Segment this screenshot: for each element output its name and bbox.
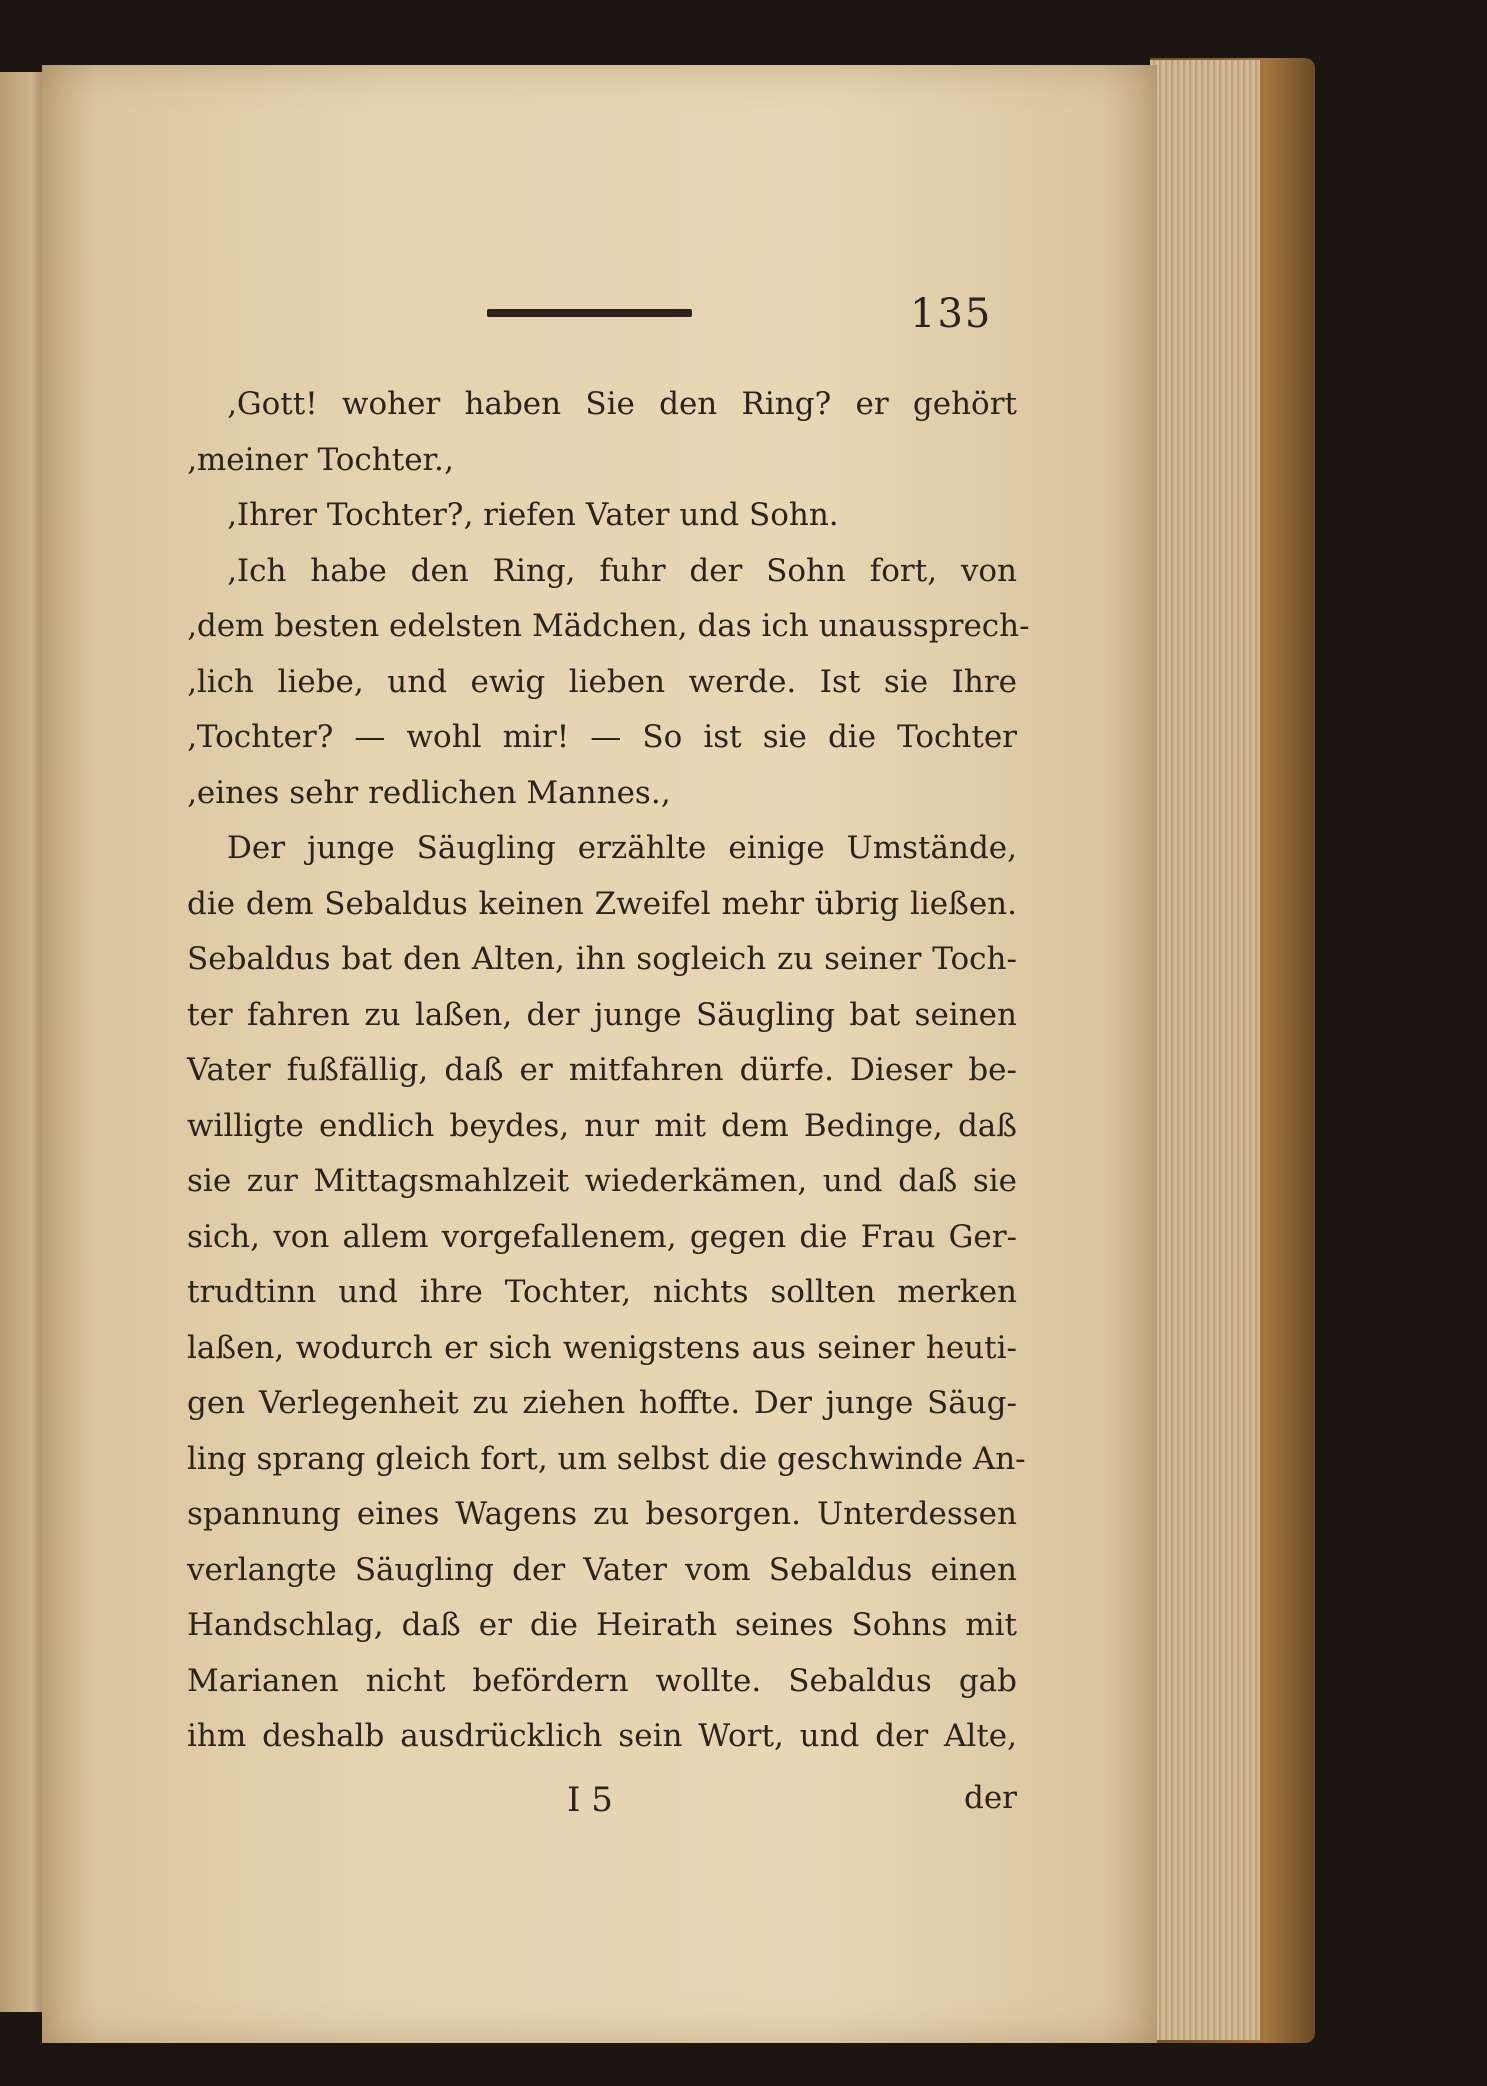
text-line: sich, von allem vorgefallenem, gegen die Frau Ger‑	[187, 1218, 1017, 1255]
text-block	[187, 377, 1030, 1765]
text-line: gen Verlegenheit zu ziehen hoffte. Der junge Säug‑	[187, 1385, 1017, 1421]
text-line: trudtinn und ihre Tochter, nichts sollten merken	[187, 1274, 1017, 1310]
text-line: Der junge Säugling erzählte einige Umstände,	[227, 830, 1017, 866]
text-line: sie zur Mittagsmahlzeit wiederkämen, und daß sie	[187, 1163, 1017, 1199]
text-line: ‚dem besten edelsten Mädchen, das ich unaussprech‑	[187, 608, 1030, 644]
text-line: Sebaldus bat den Alten, ihn sogleich zu seiner Toch‑	[187, 941, 1017, 977]
text-line: spannung eines Wagens zu besorgen. Unterdessen	[187, 1496, 1017, 1532]
text-line: ter fahren zu laßen, der junge Säugling bat seinen	[187, 996, 1017, 1033]
text-line: Vater fußfällig, daß er mitfahren dürfe. Dieser be‑	[187, 1052, 1017, 1088]
text-line: willigte endlich beydes, nur mit dem Bedinge, daß	[187, 1107, 1017, 1144]
header-rule	[487, 309, 692, 317]
signature-mark: I 5	[567, 1780, 613, 1820]
text-line: ihm deshalb ausdrücklich sein Wort, und der Alte,	[187, 1718, 1017, 1754]
text-line: ‚lich liebe, und ewig lieben werde. Ist sie Ihre	[187, 663, 1017, 700]
text-line: ‚Ihrer Tochter?‚ riefen Vater und Sohn.	[227, 497, 839, 533]
catchword: der	[963, 1780, 1017, 1816]
text-line: Handschlag, daß er die Heirath seines Sohns mit	[187, 1607, 1017, 1643]
text-line: verlangte Säugling der Vater vom Sebaldus einen	[187, 1551, 1017, 1588]
text-line: ‚Gott! woher haben Sie den Ring? er gehört	[227, 386, 1017, 422]
text-line: laßen, wodurch er sich wenigstens aus seiner heuti‑	[187, 1329, 1017, 1366]
text-line: ling sprang gleich fort, um selbst die geschwinde An‑	[187, 1440, 1026, 1477]
page-edges	[1150, 60, 1260, 2040]
text-line: ‚meiner Tochter.‚	[187, 441, 454, 478]
book-page	[42, 65, 1157, 2043]
text-line: ‚eines sehr redlichen Mannes.‚	[187, 774, 671, 811]
text-line: ‚Ich habe den Ring, fuhr der Sohn fort, von	[227, 552, 1017, 589]
text-line: Marianen nicht befördern wollte. Sebaldus gab	[187, 1662, 1017, 1699]
page-number: 135	[910, 291, 993, 337]
text-line: die dem Sebaldus keinen Zweifel mehr übrig ließen.	[187, 885, 1017, 922]
text-line: ‚Tochter? — wohl mir! — So ist sie die Tochter	[187, 719, 1017, 755]
page-footer	[187, 1780, 1017, 1830]
